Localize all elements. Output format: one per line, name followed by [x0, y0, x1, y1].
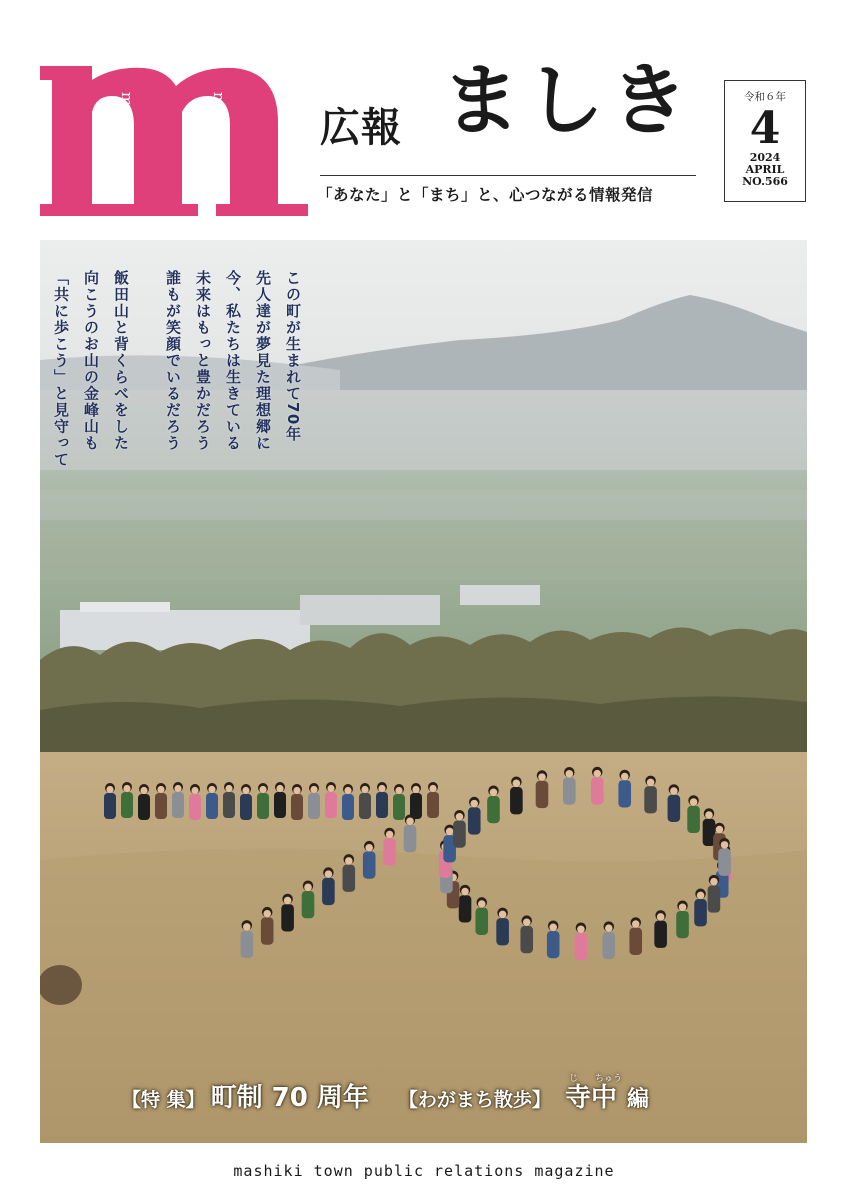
issue-era: 令和６年	[744, 91, 786, 103]
person-figure	[155, 783, 167, 819]
feature-tag: 【特 集】	[122, 1089, 205, 1111]
logo-magazine-word: magazine	[118, 92, 136, 173]
area-name	[564, 1074, 622, 1113]
person-figure	[404, 815, 417, 853]
poem-line: 誰もが笑顔でいるだろう	[164, 270, 182, 452]
person-figure	[510, 777, 523, 815]
person-figure	[618, 770, 631, 808]
person-figure	[468, 797, 481, 835]
person-figure	[602, 921, 615, 959]
person-figure	[487, 785, 500, 823]
person-figure	[308, 783, 320, 819]
person-figure	[138, 784, 150, 820]
poem-line: 先人達が夢見た理想郷に	[254, 270, 272, 452]
person-figure	[291, 784, 303, 820]
person-figure	[206, 783, 218, 819]
person-figure	[189, 784, 201, 820]
area-suffix: 編	[626, 1087, 649, 1112]
person-figure	[363, 841, 376, 879]
issue-year: 2024	[749, 151, 781, 164]
person-figure	[393, 784, 405, 820]
magazine-logo	[40, 66, 308, 216]
person-figure	[547, 920, 560, 958]
person-figure	[427, 782, 439, 818]
poem-line: 今、私たちは生きている	[224, 270, 242, 452]
person-figure	[694, 889, 707, 927]
poem-line: 飯田山と背くらべをした	[112, 270, 130, 452]
person-figure	[563, 767, 576, 805]
ruby-ji: じ	[568, 1074, 578, 1084]
person-figure	[383, 828, 396, 866]
logo-mashiki-word: mashiki	[210, 92, 228, 159]
person-figure	[261, 907, 274, 945]
title-prefix: 広報	[320, 104, 402, 151]
tagline: 「あなた」と「まち」と、心つながる情報発信	[317, 186, 654, 204]
person-figure	[687, 795, 700, 833]
person-figure	[475, 897, 488, 935]
person-figure	[410, 783, 422, 819]
area-char-1: 寺	[564, 1083, 591, 1113]
person-figure	[104, 783, 116, 819]
person-figure	[322, 867, 335, 905]
area-char-2: 中	[590, 1083, 617, 1113]
person-figure	[453, 810, 466, 848]
person-figure	[496, 908, 509, 946]
person-figure	[342, 784, 354, 820]
poem-line: 「共に歩こう」と見守って	[52, 270, 70, 468]
feature-title: 町制 70 周年	[210, 1083, 369, 1113]
person-figure	[121, 782, 133, 818]
person-figure	[668, 784, 681, 822]
person-figure	[536, 770, 549, 808]
person-figure	[241, 920, 254, 958]
person-figure	[629, 917, 642, 955]
person-figure	[520, 915, 533, 953]
person-figure	[718, 838, 731, 876]
poem-stanza-2	[46, 270, 136, 468]
person-figure	[257, 783, 269, 819]
issue-number: NO.566	[742, 175, 788, 188]
person-figure	[223, 782, 235, 818]
person-figure	[591, 767, 604, 805]
poem-line: この町が生まれて70年	[284, 270, 302, 443]
person-figure	[343, 854, 356, 892]
ruby-chuu: ちゅう	[594, 1074, 622, 1084]
cover-poem	[24, 270, 308, 468]
poem-stanza-1	[158, 270, 308, 468]
column-tag: 【わがまち散歩】	[398, 1089, 551, 1111]
person-figure	[376, 782, 388, 818]
poem-line: 向こうのお山の金峰山も	[82, 270, 100, 452]
person-figure	[302, 881, 315, 919]
person-figure	[459, 885, 472, 923]
person-figure	[676, 900, 689, 938]
issue-box	[724, 80, 806, 202]
person-figure	[172, 782, 184, 818]
footer-text: mashiki town public relations magazine	[233, 1162, 615, 1180]
issue-month-en: APRIL	[745, 163, 785, 176]
title-divider	[320, 175, 696, 176]
person-figure	[240, 784, 252, 820]
poem-line: 未来はもっと豊かだろう	[194, 270, 212, 452]
cover-headline	[122, 1074, 649, 1114]
issue-month: 4	[749, 103, 781, 154]
person-figure	[575, 922, 588, 960]
magazine-title: ましき	[442, 55, 695, 146]
person-figure	[274, 782, 286, 818]
person-figure	[708, 875, 721, 913]
person-figure	[359, 783, 371, 819]
person-figure	[281, 894, 294, 932]
person-figure	[644, 776, 657, 814]
person-figure	[654, 910, 667, 948]
person-figure	[325, 782, 337, 818]
